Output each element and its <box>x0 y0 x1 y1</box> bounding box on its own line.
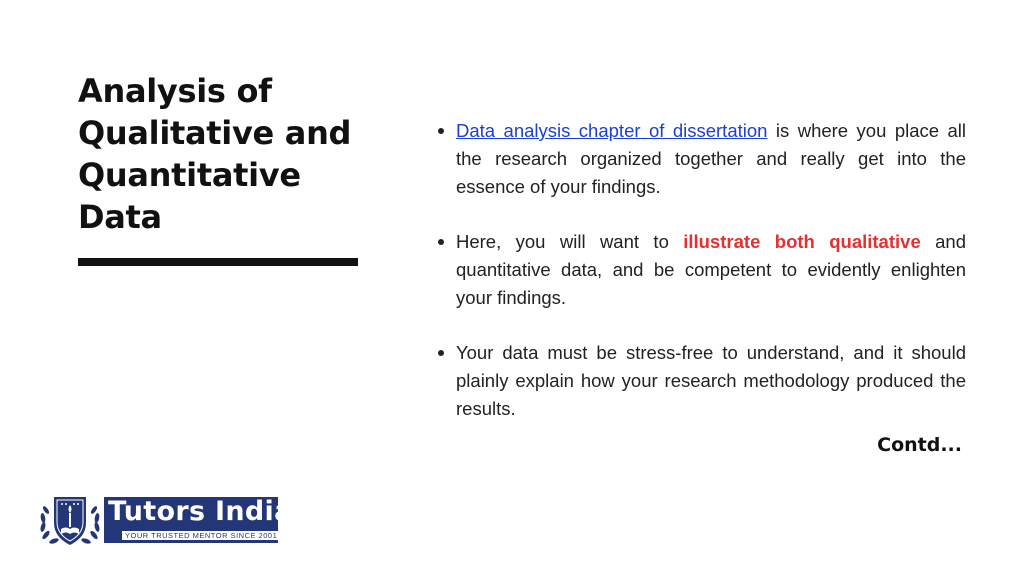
bullet-2-text-end: and quantitative data, and be competent to evidently enlighten your findings. <box>456 231 966 308</box>
slide-title: Analysis of Qualitative and Quantitative Data <box>78 72 352 236</box>
laurel-shield-icon <box>36 493 104 549</box>
title-underline <box>78 258 358 266</box>
bullet-item-2 <box>438 228 966 312</box>
bullet-2-text-start: Here, you will want to <box>456 231 684 252</box>
bullet-1-text: is where you place all the research organized together and really get into the essence of your findings. <box>456 120 966 197</box>
dissertation-chapter-link[interactable]: Data analysis chapter of dissertation <box>456 120 768 141</box>
bullet-dot-icon <box>438 128 444 134</box>
continued-label: Contd... <box>877 434 962 456</box>
tutors-india-logo <box>36 493 293 549</box>
logo-name: Tutors India <box>108 496 293 527</box>
bullet-3-text: Your data must be stress-free to understand, and it should plainly explain how your research methodology produced the results. <box>456 342 966 419</box>
bullet-2-highlight: illustrate both qualitative <box>683 231 921 252</box>
logo-tagline: YOUR TRUSTED MENTOR SINCE 2001 <box>122 531 280 540</box>
bullet-item-3 <box>438 339 966 423</box>
bullet-item-1 <box>438 117 966 201</box>
bullet-dot-icon <box>438 239 444 245</box>
bullet-dot-icon <box>438 350 444 356</box>
bullet-list <box>438 117 966 450</box>
